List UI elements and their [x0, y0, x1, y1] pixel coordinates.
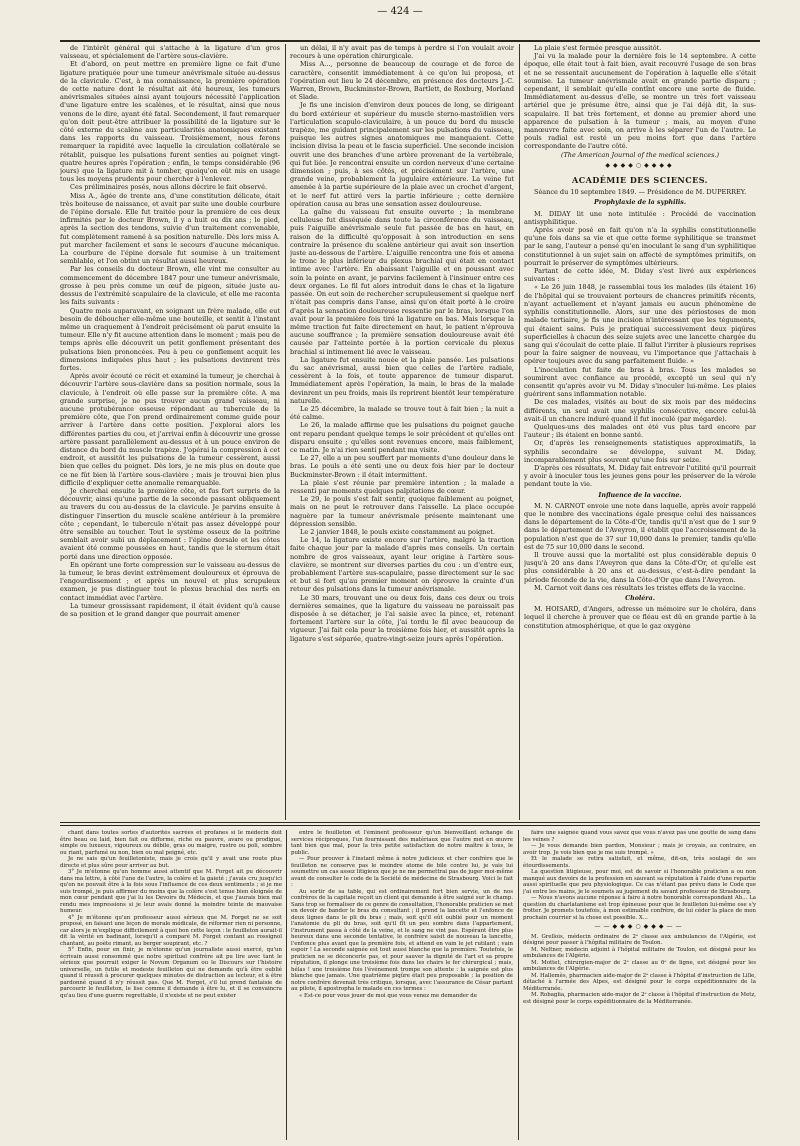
feuilleton-column-1: [60, 830, 282, 1140]
syphilis-paragraph: Partant de cette idée, M. Diday s'est livré aux expériences suivantes :: [524, 267, 756, 284]
feuilleton3-news-paragraph: M. Grellois, médecin ordinaire de 2ᵉ classe aux ambulances de l'Algérie, est désigné pour passer à l'hôpital militaire de Toulon.: [523, 933, 756, 946]
syphilis-paragraph: Après avoir posé en fait qu'on n'a la syphilis constitutionnelle qu'une fois dans sa vie et que cette forme syphilitique se transmet par le sang, l'auteur a pensé qu'en inoculant le sang d'un syphilitique constitutionnel à un sujet sain on affecté de symptômes primitifs, on pourrait le préserver de symptômes ultérieurs.: [524, 226, 756, 267]
col1-paragraph: Ces préliminaires posés, nous allons décrire le fait observé.: [70, 183, 268, 192]
col2-paragraph: La plaie s'est réunie par première intention ; la malade a ressenti par moments quelques palpitations de cœur.: [290, 478, 514, 495]
feuilleton-ornament: ——◆◆◆○◆◆◆——: [594, 923, 685, 930]
feuilleton3-news-paragraph: M. Robaglia, pharmacien aide-major de 2ᵉ classe à l'hôpital d'instruction de Metz, est désigné pour le corps expéditionnaire de la Méditerranée.: [523, 992, 756, 1005]
feuilleton3-news-paragraph: M. Hallemès, pharmacien aide-major de 2ᵉ classe à l'hôpital d'instruction de Lille, détaché à l'armée des Alpes, est désigné pour le corps expéditionnaire de la Méditerranée.: [523, 972, 756, 992]
academy-session: Séance du 10 septembre 1849. — Présidence de M. DUPERREY.: [534, 188, 747, 197]
cholera-paragraph: M. HOISARD, d'Angers, adresse un mémoire sur le choléra, dans lequel il cherche à prouver que ce fléau est dû en grande partie à la constitution atmosphérique, et que le gaz oxygène: [524, 605, 756, 630]
feuilleton2-paragraph: — Pour prouver à l'instant même à notre judicieux et cher confrère que le feuilleton ne conserve pas le moindre atome de bile contre lui, je vais lui soumettre un cas assez litigieux que je ne me permettrai pas de juger moi-même avant de consulter le code de la Société de médecine de Strasbourg. Voici le fait :: [291, 856, 513, 888]
column-2: [290, 44, 514, 820]
feuilleton3-news-paragraph: M. Mottet, chirurgien-major de 2ᵉ classe au 6ᵉ de ligne, est désigné pour les ambulances de l'Algérie.: [523, 959, 756, 972]
col1-paragraph: En opérant une forte compression sur le vaisseau au-dessus de la tumeur, le bras devint extrêmement douloureux et éprouva de l'engourdissement ; et après un nouvel et plus scrupuleux examen, je pus distinguer tout le plexus brachial des nerfs en contact immédiat avec l'artère.: [60, 560, 280, 602]
feuilleton3-paragraph: — Je vous demande bien pardon, Monsieur ; mais je croyais, au contraire, en avoir trop. Je vois bien que je me suis trompé. »: [523, 843, 756, 856]
feuilleton-column-3: [523, 830, 756, 1140]
syphilis-paragraph: D'après ces résultats, M. Diday fait entrevoir l'utilité qu'il pourrait y avoir à inoculer tous les jeunes gens pour les préserver de la vérole pendant toute la vie.: [524, 463, 756, 489]
col3-paragraph: J'ai vu la malade pour la dernière fois le 14 septembre. A cette époque, elle était tout à fait bien, avait recouvré l'usage de son bras et ne se ressentait aucunement de l'opération à laquelle elle s'était soumise. La tumeur anévrismale avait en grande partie disparu ; cependant, il semblait qu'elle contînt encore une sorte de fluide. Immédiatement au-dessus d'elle, se montre un très fort vaisseau artériel que je présume être, ainsi que je l'ai déjà dit, la sus-scapulaire. Il bat très fortement, et donne au premier abord une apparence de pulsation à la tumeur ; mais, au moyen d'une manœuvre faite avec soin, on arrive à les séparer l'un de l'autre. Le pouls radial est resté un peu moins fort que dans l'artère correspondante de l'autre côté.: [524, 52, 756, 151]
column-3: [524, 44, 756, 820]
section-title-vaccine: Influence de la vaccine.: [598, 491, 682, 499]
feuilleton3-paragraph: — Nous n'avons aucune réponse à faire à notre honorable correspondant Ab... La question du charlatanisme est trop épineuse pour que le feuilleton lui-même ose s'y frotter. Je promets toutefois, à mon estimable confrère, de lui céder la place de mon prochain courrier si la chose est possible. X...: [523, 895, 756, 921]
vaccine-paragraph: M. Carnot voit dans ces résultats les tristes effets de la vaccine.: [534, 583, 746, 592]
feuilleton-divider-2: [518, 830, 519, 1140]
section-title-syphilis: Prophylaxie de la syphilis.: [593, 199, 687, 207]
col2-paragraph: Miss A..., personne de beaucoup de courage et de force de caractère, consentit immédiatement à ce qu'on lui proposa, et l'opération eut lieu le 24 décembre, en présence des docteurs J.-C. Warren, Brown, Buckminster-Brown, Bartlett, de Roxburg, Morland et Slade.: [290, 60, 514, 102]
syphilis-paragraph: « Le 26 juin 1848, je rassemblai tous les malades (ils étaient 16) de l'hôpital qui se trouvaient porteurs de chancres primitifs récents, n'ayant actuellement et n'ayant jamais eu aucun phénomène de syphilis constitutionnelle. Alors, sur une des périostoses de mon malade tertiaire, je fis une incision n'intéressant que les téguments, qui étaient sains. Puis je pratiquai successivement deux piqûres superficielles à chacun des seize sujets avec une lancette chargée du sang qui s'écoulait de cette plaie. Il fallut l'irriter à plusieurs reprises pour la faire saigner de nouveau, vu l'importance que j'attachais à opérer toujours avec du sang parfaitement fluide. »: [524, 283, 756, 366]
journal-source: (The American Journal of the medical sciences.): [560, 150, 720, 159]
feuilleton2-paragraph: « Est-ce pour vous jouer de moi que vous venez me demander de: [299, 992, 477, 999]
col2-paragraph: Je fis une incision d'environ deux pouces de long, se dirigeant du bord extérieur et supérieur du muscle sterno-mastoïdien vers l'articulation scapulo-claviculaire, à un pouce du bord du muscle trapèze, me guidant principalement sur les pulsations du vaisseau, puisque les autres signes anatomiques me manquaient. Cette incision divisa la peau et le fascia superficiel. Une seconde incision ouvrit une des branches d'une artère provenant de la vertébrale, qui fut liée. Je rencontrai ensuite un cordon nerveux d'une certaine dimension ; puis, à ses côtés, et précisément sur l'artère, une grande veine, probablement la jugulaire extérieure. La veine fut amenée à la partie supérieure de la plaie avec un crochet d'argent, et le nerf fut attiré vers la partie inférieure ; cette dernière opération causa au bras une sensation assez douloureuse.: [290, 101, 514, 208]
vaccine-paragraph: Il trouve aussi que la mortalité est plus considérable depuis 0 jusqu'à 20 ans dans l'Aveyron que dans la Côte-d'Or, et qu'elle est plus considérable à 20 ans et au-dessus, c'est-à-dire pendant la période féconde de la vie, dans la Côte-d'Or que dans l'Aveyron.: [524, 550, 756, 584]
col1-paragraph: Après avoir écouté ce récit et examiné la tumeur, je cherchai à découvrir l'artère sous-clavière dans sa position normale, sous la clavicule, à l'endroit où elle passe sur la première côte. A ma grande surprise, je ne pus trouver aucun grand vaisseau, ni aucune protubérance osseuse répondant au tubercule de la première côte, que l'on prend ordinairement comme guide pour arriver à l'artère dans cette position. J'explorai alors les différentes parties du cou, et j'arrivai enfin à découvrir une grosse artère passant parallèlement au-dessus et à un pouce environ de distance du bord du muscle trapèze. J'opérai la compression à cet endroit, et aussitôt les pulsations de la tumeur cessèrent, aussi bien que celles du poignet. Dès lors, je ne mis plus en doute que ce ne fût bien là l'artère sous-clavière ; mais je trouvai bien plus difficile d'expliquer cette anomalie remarquable.: [60, 372, 280, 487]
column-divider-1: [285, 44, 286, 820]
column-divider-2: [519, 44, 520, 820]
feuilleton1-paragraph: chant dans toutes sortes d'autorités sacrées et profanes si le médecin doit être beau ou laid, bien fait ou difforme, riche ou pauvre, avare ou prodigue, simple ou luxueux, vigoureux ou débile, gras ou maigre, rustre ou poli, sombre ou riant, parfumé ou non, bien ou mal peigné, etc.: [60, 830, 282, 856]
col1-paragraph: de l'intérêt général qui s'attache à la ligature d'un gros vaisseau, et spécialement de l'artère sous-clavière.: [60, 44, 280, 61]
ornament-divider: ◆◆◆◆○◆◆◆◆: [605, 161, 675, 169]
col2-paragraph: Le 29, le pouls s'est fait sentir, quoique faiblement au poignet, mais on ne peut le retrouver dans l'aisselle. La place occupée naguère par la tumeur anévrismale présente maintenant une dépression sensible.: [290, 495, 514, 528]
feuilleton3-paragraph: Et le malade se retira satisfait, et même, dit-on, très soulagé de ses étourdissements.: [523, 856, 756, 869]
feuilleton3-paragraph: faire une saignée quand vous savez que vous n'avez pas une goutte de sang dans les veines ?: [523, 830, 756, 843]
header-rule: [60, 40, 760, 42]
feuilleton-rule-2: [60, 825, 760, 826]
syphilis-paragraph: Quelques-uns des malades ont été vus plus tard encore par l'auteur ; ils étaient en bonne santé.: [524, 422, 756, 440]
col2-paragraph: Le 26, la malade affirme que les pulsations du poignet gauche ont reparu pendant quelque temps le soir précédent et qu'elles ont disparu ensuite ; qu'elles sont revenues encore, mais faiblement, ce matin. Je n'ai rien senti pendant ma visite.: [290, 421, 514, 454]
feuilleton2-paragraph: entre le feuilleton et l'éminent professeur qu'un bienveillant échange de services réciproques, l'un fournissant des matériaux que l'autre met en œuvre tant bien que mal, pour la très petite satisfaction de notre maître à tous, le public.: [291, 830, 513, 856]
feuilleton3-news-paragraph: M. Neltner, médecin adjoint à l'hôpital militaire de Toulon, est désigné pour les ambulances de l'Algérie.: [523, 946, 756, 959]
feuilleton1-paragraph: Je ne sais qu'un feuilletoniste, mais je crois qu'il y avait une route plus directe et plus sûre pour arriver au but.: [60, 856, 282, 869]
col2-paragraph: La gaîne du vaisseau fut ensuite ouverte ; la membrane celluleuse fut disséquée dans toute la circonférence du vaisseau, puis l'aiguille anévrismale seule fut passée de bas en haut, en raison de la difficulté qu'opposait à son introduction en sens contraire la présence du scalène antérieur qui avait son insertion juste au-dessous de l'artère. L'aiguille rencontra une fois et amena le tronc le plus inférieur du plexus brachial qui était en contact intime avec l'artère. En abaissant l'aiguille et en poussant avec soin la pointe en avant, je parvins facilement à l'insinuer entre ces deux organes. Le fil fut alors introduit dans le chas et la ligature passée. On eut soin de rechercher scrupuleusement si quelque nerf n'était pas compris dans l'anse, ainsi qu'on était porté à le croire d'après la sensation douloureuse ressentie par le bras, lorsque l'on avait pour la première fois tiré la ligature en bas. Mais lorsque la même traction fut faite directement en haut, le patient n'éprouva aucune souffrance ; la première sensation douloureuse avait été causée par l'atteinte portée à la portion cervicale du plexus brachial si intimement lié avec le vaisseau.: [290, 208, 514, 356]
column-1: [60, 44, 280, 820]
col1-paragraph: La tumeur grossissant rapidement, il était évident qu'à cause de sa position et le grand danger que pourrait amener: [60, 601, 280, 619]
syphilis-paragraph: De ces malades, visités au bout de six mois par des médecins différents, un seul avait une syphilis consécutive, encore celui-là avait-il un chancre induré quand il fut inoculé (par mégarde).: [524, 398, 756, 423]
feuilleton-column-2: [291, 830, 513, 1140]
col3-paragraph: La plaie s'est fermée presque aussitôt.: [534, 44, 662, 52]
syphilis-paragraph: Or, d'après les renseignements statistiques approximatifs, la syphilis secondaire se développe, suivant M. Diday, incomparablement plus souvent qu'une fois sur seize.: [524, 439, 756, 464]
feuilleton1-paragraph: 4° Je m'étonne qu'un professeur aussi sérieux que M. Forget ne se soit proposé, en faisant une leçon de morale médicale, de réformer rien ni personne, car alors je m'explique difficilement à quoi bon cette leçon : le feuilleton aurait-il dit la vérité en badinant, lorsqu'il a comparé M. Forget contant au rossignol chantant, au poète rimant, au berger soupirant, etc. ?: [60, 914, 282, 947]
col2-paragraph: un délai, il n'y avait pas de temps à perdre si l'on voulait avoir recours à une opération chirurgicale.: [290, 44, 514, 61]
syphilis-paragraph: L'inoculation fut faite de bras à bras. Tous les malades se soumirent avec confiance au procédé, excepté un seul qui n'y consentit qu'après avoir vu M. Diday s'inoculer lui-même. Les plaies guérirent sans inflammation notable.: [524, 365, 756, 399]
vaccine-paragraph: M. N. CARNOT envoie une note dans laquelle, après avoir rappelé que le nombre des vaccinations égale presque celui des naissances dans le département de la Côte-d'Or, tandis qu'il n'est que de 1 sur 9 dans le département de l'Aveyron, il établit que l'accroissement de la population n'est que de 37 sur 10,000 dans le premier, tandis qu'elle est de 75 sur 10,000 dans le second.: [524, 501, 756, 551]
col2-paragraph: Le 14, la ligature existe encore sur l'artère, malgré la traction faite chaque jour par la malade d'après mes conseils. Un certain nombre de gros vaisseaux, ayant leur origine à l'artère sous-clavière, se montrent sur diverses parties du cou : un d'entre eux, probablement l'artère sus-scapulaire, passe directement sur le sac et but si fort qu'au premier moment on éprouve la crainte d'un retour des pulsations dans la tumeur anévrismale.: [290, 536, 514, 594]
feuilleton2-paragraph: Au sortir de sa table, qui est ordinairement fort bien servie, un de nos confrères de la capitale reçoit un client qui demande à être saigné sur le champ. Sans trop se formaliser de ce genre de consultation, l'honorable praticien se met en devoir de bander le bras du consultant ; il prend la lancette et l'enfonce de deux lignes dans le pli du bras ; mais, soit qu'il eût oublié pour un moment l'anatomie du pli du bras, soit qu'il fît un peu sombre dans l'appartement, l'instrument passa à côté de la veine, et le sang ne vint pas. Espérant être plus heureux dans une seconde tentative, le confrère saisit de nouveau la lancette, l'enfonce plus avant que la première fois, et attend en vain le jet rutilant ; vain espoir ! La seconde saignée est tout aussi blanche que la première. Toutefois, le praticien ne se déconcerte pas, et pour sauver la dignité de l'art et sa propre réputation, il plonge une troisième fois dans les chairs le fer chirurgical ; mais, hélas ! une troisième fois l'événement trompe son attente : la saignée est plus blanche que jamais. Une quatrième piqûre était peu proposable ; la position de notre confrère devenait très critique, lorsque, avec l'assurance de César partant au pilote, il apostropha le malade en ces termes :: [291, 888, 513, 992]
col1-paragraph: Et d'abord, on peut mettre en première ligne ce fait d'une ligature pratiquée pour une tumeur anévrismale située au-dessus de la clavicule. C'est, à ma connaissance, la première opération de cette nature dont le résultat ait été heureux, les tumeurs anévrismales situées ainsi ayant toujours nécessité l'application d'une ligature entre les scalènes, et le résultat, ainsi que nous venons de le dire, ayant été fatal. Secondement, il faut remarquer qu'on doit peut-être attribuer la possibilité de la ligature sur le côté externe du scalène aux particularités anatomiques existant dans les rapports du vaisseau. Troisièmement, nous ferons remarquer la rapidité avec laquelle la circulation collatérale se rétablit, puisque les pulsations furent senties au poignet vingt-quatre heures après l'opération ; enfin, le temps considérable (96 jours) que la ligature mit à tomber, quoiqu'on eût mis en usage tous les moyens prudents pour chercher à l'enlever.: [60, 60, 280, 184]
col2-paragraph: Le 30 mars, trouvant une ou deux fois, dans ces deux ou trois dernières semaines, que la ligature du vaisseau ne paraissait pas disposée à se détacher, je l'ai saisie avec la pince, et, retenant fortement l'artère sur la côte, j'ai tordu le fil avec beaucoup de vigueur. J'ai fait cela pour la troisième fois hier, et aussitôt après la ligature s'est séparée, quatre-vingt-seize jours après l'opération.: [290, 593, 514, 643]
col1-paragraph: Quatre mois auparavant, en soignant un frère malade, elle eut besoin de déboucher elle-même une bouteille, et sentit à l'instant même un craquement à l'endroit précisément où parut ensuite la tumeur. Elle n'y fit aucune attention dans le moment ; mais peu de temps après elle découvrit un petit gonflement présentant des pulsations bien prononcées. Peu à peu ce gonflement acquit les dimensions indiquées plus haut ; les pulsations devinrent très fortes.: [60, 306, 280, 372]
col2-paragraph: Le 2 janvier 1848, le pouls existe constamment au poignet.: [300, 527, 495, 536]
feuilleton1-paragraph: 5° Enfin, pour en finir, je m'étonne qu'un journaliste aussi exercé, qu'un écrivain aussi consommé que notre spirituel confrère ait pu lire avec tant le sérieux que pourrait exiger le Novum Organum ou le Discours sur l'histoire universelle, un futile et modeste feuilleton qui ne demande qu'à être oublié quand il réussit à procurer quelques minutes de distraction au lecteur, et à être pardonné quand il n'y réussit pas. Que M. Forget, s'il lui prend fantaisie de parcourir le feuilleton, le lise comme il demande à être lu, et il se convaincra qu'au lieu d'une guerre regrettable, il n'existe et ne peut exister: [60, 947, 282, 999]
col2-paragraph: Le 27, elle a un peu souffert par moments d'une douleur dans le bras. Le pouls a été senti une ou deux fois hier par le docteur Buckminster-Brown : il était intermittent.: [290, 454, 514, 479]
section-title-cholera: Choléra.: [625, 595, 655, 602]
col1-paragraph: Par les conseils du docteur Brown, elle vint me consulter au commencement de décembre 1847 pour une tumeur anévrismale, grosse à peu près comme un œuf de pigeon, située juste au-dessus de l'extrémité scapulaire de la clavicule, et elle me raconta les faits suivants :: [60, 265, 280, 307]
syphilis-paragraph: M. DIDAY lit une note intitulée : Procédé de vaccination antisyphilitique.: [524, 209, 756, 226]
col2-paragraph: La ligature fut ensuite nouée et la plaie pansée. Les pulsations du sac anévrismal, aussi bien que celles de l'artère radiale, cessèrent à la fois, et toute apparence de tumeur disparut. Immédiatement après l'opération, la main, le bras de la malade devinrent un peu froids, mais ils reprirent bientôt leur température naturelle.: [290, 355, 514, 405]
feuilleton-rule: [60, 822, 760, 823]
academy-title: ACADÉMIE DES SCIENCES.: [572, 175, 708, 186]
feuilleton3-paragraph: La question litigieuse, pour moi, est de savoir si l'honorable praticien a ou non manqué aux devoirs de la profession en sauvant sa réputation à l'aide d'une repartie aussi spirituelle que peu physiologique. Ce cas n'étant pas prévu dans le Code que j'ai entre les mains, je le soumets au jugement du savant professeur de Strasbourg.: [523, 869, 756, 895]
col1-paragraph: Je cherchai ensuite la première côte, et fus fort surpris de la découvrir, ainsi qu'une partie de la seconde passant obliquement au travers du cou au-dessus de la clavicule. Je parvins ensuite à distinguer l'insertion du muscle scalène antérieur à la première côte ; cependant, le tubercule n'était pas assez développé pour être sensible au toucher. Tout le système osseux de la poitrine semblait avoir subi un déplacement : l'épine dorsale et les côtes avaient été comme poussées en haut, tandis que le sternum était porté dans une direction opposée.: [60, 486, 280, 561]
feuilleton1-paragraph: 3° Je m'étonne qu'un homme aussi attentif que M. Forget ait pu découvrir dans ma lettre, à côté l'une de l'autre, la colère et la gaieté ; j'avais cru jusqu'ici qu'on ne pouvait être à la fois sous l'influence de ces deux sentiments ; si je me suis trompé, je puis affirmer du moins que la colère s'est tenue bien éloignée de mon cœur pendant que j'ai lu les Devoirs du Médecin, et que j'aurais bien mal rendu mes impressions si je leur avais donné la moindre teinte de mauvaise humeur.: [60, 869, 282, 914]
feuilleton-divider-1: [286, 830, 287, 1140]
col1-paragraph: Miss A., âgée de trente ans, d'une constitution délicate, était très boiteuse de naissance, et avait par suite une double courbure de l'épine dorsale. Elle fut traitée pour la première de ces deux infirmités par le docteur Brown, il y a huit ou dix ans ; le pied, après la section des tendons, suivie d'un traitement convenable, fut complètement ramené à sa position naturelle. Dès lors miss A. put marcher facilement et sans le secours d'aucune mécanique. La courbure de l'épine dorsale fut soumise à un traitement semblable, et l'on obtint un résultat aussi heureux.: [60, 191, 280, 266]
col2-paragraph: Le 25 décembre, la malade se trouve tout à fait bien ; la nuit a été calme.: [290, 404, 514, 422]
page-number: — 424 —: [377, 6, 423, 17]
